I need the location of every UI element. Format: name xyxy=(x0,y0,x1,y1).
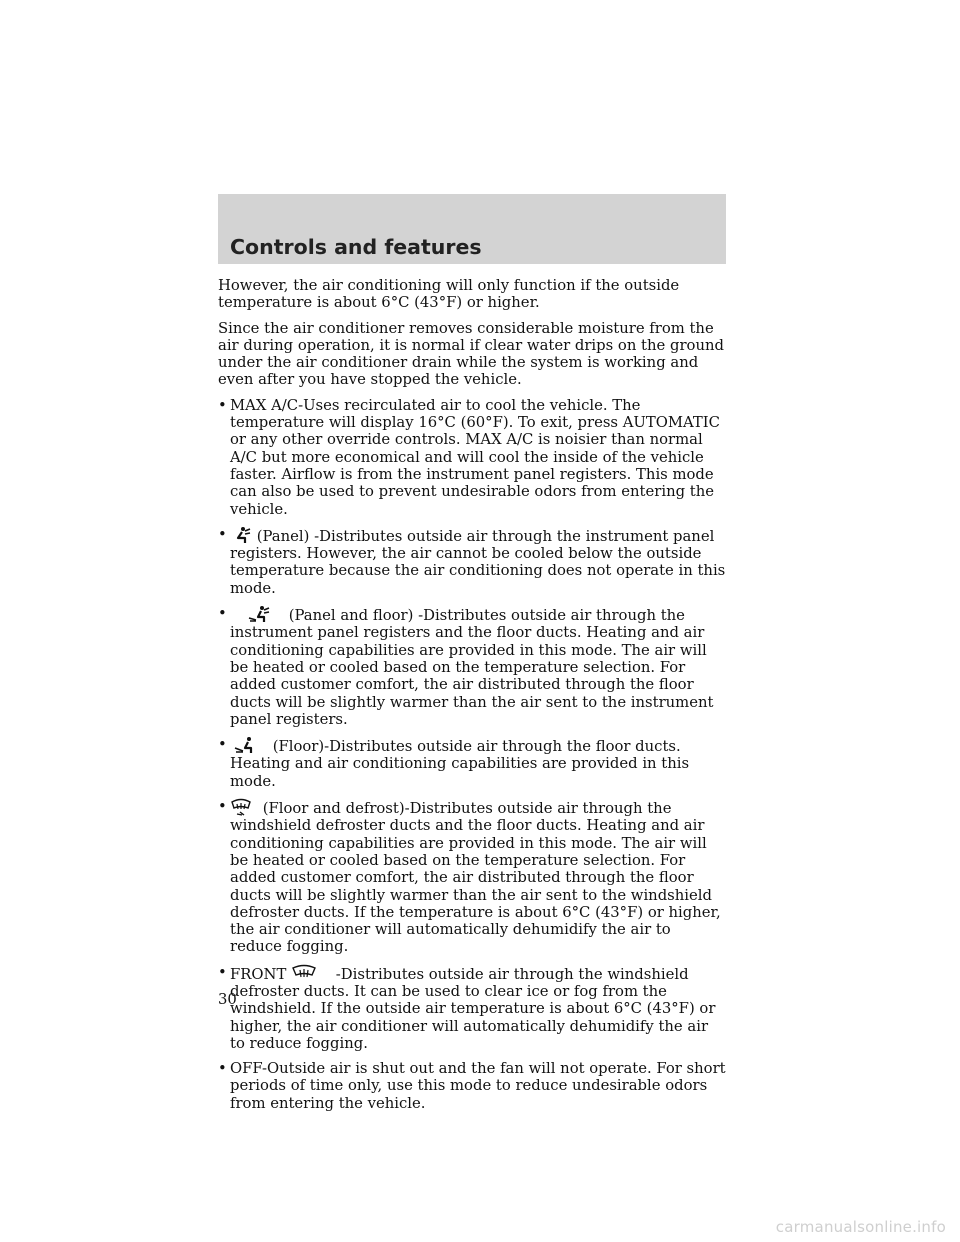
panel-floor-vent-icon xyxy=(248,605,270,623)
bullet-text: (Panel and floor) -Distributes outside air through the instrument panel registers and the floor ducts. Heating and air conditioning capabilities are provided in this mode. The air will be heated or cooled based on the temperature selection. For added customer comfort, the air distributed through the floor ducts will be slightly warmer than the air sent to the instrument panel registers. xyxy=(230,607,714,728)
bullet-floor-defrost xyxy=(218,798,726,956)
floor-defrost-icon xyxy=(230,798,252,816)
bullet-off xyxy=(218,1060,726,1112)
bullet-front-defrost xyxy=(218,964,726,1052)
bullet-max-ac xyxy=(218,397,726,518)
section-header-band xyxy=(218,194,726,264)
page-content xyxy=(218,277,726,1120)
floor-vent-icon xyxy=(234,736,256,754)
bullet-dot: • xyxy=(218,963,227,981)
bullet-text: MAX A/C-Uses recirculated air to cool the vehicle. The temperature will display 16°C (60°F). To exit, press AUTOMATIC or any other override controls. MAX A/C is noisier than normal A/C but more economical and will cool the inside of the vehicle faster. Airflow is from the instrument panel registers. This mode can also be used to prevent undesirable odors from entering the vehicle. xyxy=(230,396,720,518)
bullet-panel-floor xyxy=(218,605,726,728)
bullet-prefix: FRONT xyxy=(230,965,287,983)
bullet-dot: • xyxy=(218,1060,227,1078)
bullet-text: OFF-Outside air is shut out and the fan will not operate. For short periods of time only, use this mode to reduce undesirable odors from entering the vehicle. xyxy=(230,1060,726,1112)
bullet-text: (Panel) -Distributes outside air through the instrument panel registers. However, the air cannot be cooled below the outside temperature because the air conditioning does not operate in this mode. xyxy=(230,527,726,597)
bullet-floor xyxy=(218,736,726,790)
bullet-dot: • xyxy=(218,396,227,414)
page-number: 30 xyxy=(218,991,237,1008)
bullet-dot: • xyxy=(218,605,227,623)
paragraph: Since the air conditioner removes considerable moisture from the air during operation, it is normal if clear water drips on the ground under the air conditioner drain while the system is working and even after you have stopped the vehicle. xyxy=(218,319,724,389)
front-defrost-icon xyxy=(291,964,317,982)
panel-vent-icon xyxy=(230,526,252,544)
bullet-text: (Floor)-Distributes outside air through the floor ducts. Heating and air conditioning capabilities are provided in this mode. xyxy=(230,738,690,790)
bullet-panel xyxy=(218,526,726,597)
bullet-dot: • xyxy=(218,736,227,754)
bullet-text: -Distributes outside air through the windshield defroster ducts. It can be used to clear ice or fog from the windshield. If the outside air temperature is about 6°C (43°F) or higher, the air conditioner will automatically dehumidify the air to reduce fogging. xyxy=(230,965,716,1052)
bullet-dot: • xyxy=(218,798,227,816)
bullet-text: (Floor and defrost)-Distributes outside air through the windshield defroster ducts and the floor ducts. Heating and air conditioning capabilities are provided in this mode. The air will be heated or cooled based on the temperature selection. For added customer comfort, the air distributed through the floor ducts will be slightly warmer than the air sent to the windshield defroster ducts. If the temperature is about 6°C (43°F) or higher, the air conditioner will automatically dehumidify the air to reduce fogging. xyxy=(230,800,721,956)
paragraph: However, the air conditioning will only function if the outside temperature is about 6°C (43°F) or higher. xyxy=(218,277,680,312)
watermark: carmanualsonline.info xyxy=(775,1218,946,1236)
section-title: Controls and features xyxy=(230,235,482,259)
bullet-dot: • xyxy=(218,525,227,543)
